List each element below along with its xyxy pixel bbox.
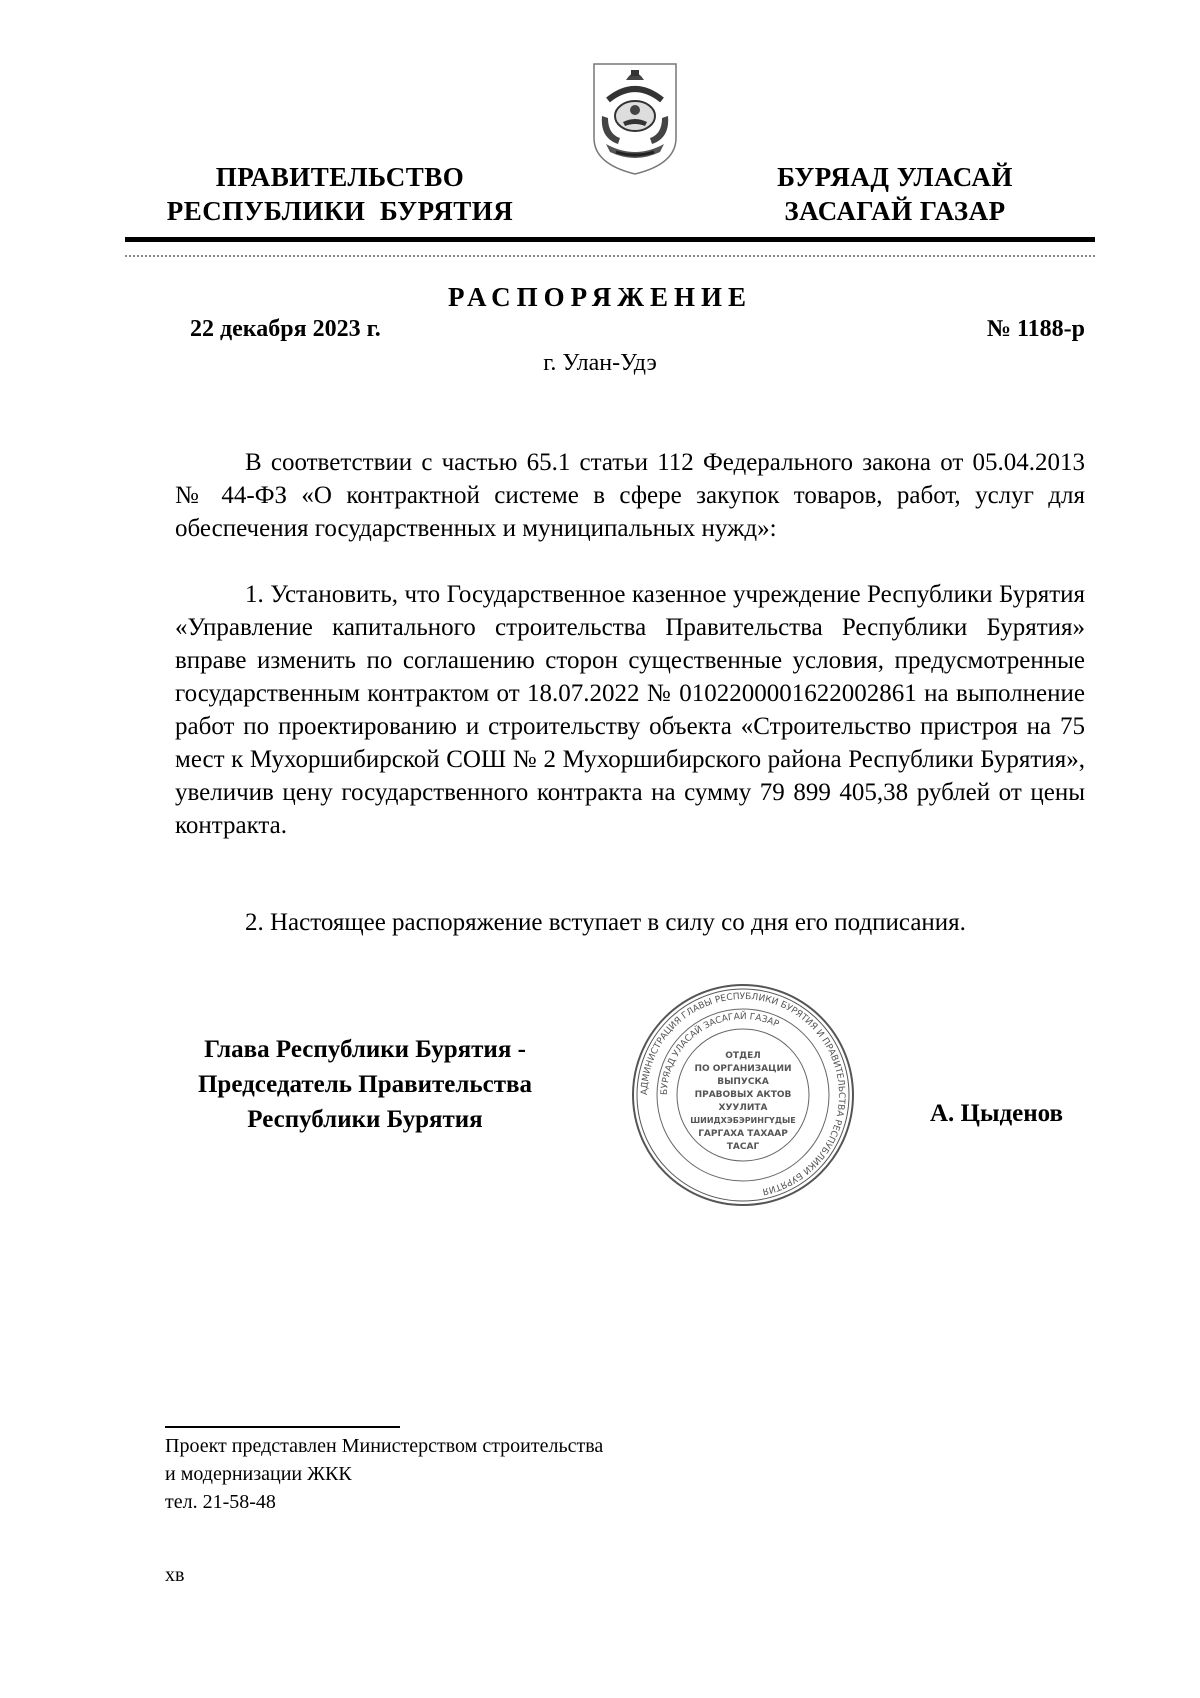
document-number: № 1188-р [986, 316, 1085, 342]
executor-initials: хв [165, 1564, 185, 1586]
stamp-outer-ring-text: АДМИНИСТРАЦИЯ ГЛАВЫ РЕСПУБЛИКИ БУРЯТИЯ И ПРАВИТЕЛЬСТВА РЕСПУБЛИКИ БУРЯТИЯ [639, 991, 847, 1196]
footnote-line3: тел. 21-58-48 [165, 1491, 276, 1513]
stamp-center-line4: ПРАВОВЫХ АКТОВ [694, 1090, 792, 1100]
signatory-position-line3: Республики Бурятия [247, 1106, 483, 1133]
footnote [165, 1432, 603, 1516]
item-1-paragraph: 1. Установить, что Государственное казенное учреждение Республики Бурятия «Управление капитального строительства Правительства Республики Бурятия» вправе изменить по соглашению сторон существенные условия, предусмотренные государственным контрактом от 18.07.2022 № 0102200001622002861 на выполнение работ по проектированию и строительству объекта «Строительство пристроя на 75 мест к Мухоршибирской СОШ № 2 Мухоршибирского района Республики Бурятия», увеличив цену государственного контракта на сумму 79 899 405,38 рублей от цены контракта. [175, 581, 1085, 839]
coat-of-arms-icon [590, 60, 680, 178]
footnote-line2: и модернизации ЖКК [165, 1463, 352, 1485]
stamp-center-line8: ТАСАГ [726, 1142, 760, 1152]
stamp-center-line1: ОТДЕЛ [725, 1051, 761, 1061]
stamp-inner-ring-text: БУРЯАД УЛАСАЙ ЗАСАГАЙ ГАЗАР [659, 1011, 781, 1096]
stamp-center-line7: ГАРГАХА ТАХААР [698, 1129, 788, 1139]
header-left-title [150, 160, 530, 228]
signatory-position-line1: Глава Республики Бурятия - [204, 1036, 526, 1063]
footnote-line1: Проект представлен Министерством строительства [165, 1435, 604, 1457]
document-title: РАСПОРЯЖЕНИЕ [447, 282, 753, 312]
stamp-center-line2: ПО ОРГАНИЗАЦИИ [694, 1064, 792, 1074]
header-thick-rule [125, 237, 1095, 242]
header-right-line2: ЗАСАГАЙ ГАЗАР [784, 196, 1006, 226]
stamp-center-line3: ВЫПУСКА [717, 1077, 769, 1087]
stamp-center-line5: ХУУЛИТА [718, 1103, 768, 1113]
signatory-name: А. Цыденов [930, 1100, 1064, 1127]
item-2-paragraph: 2. Настоящее распоряжение вступает в силу со дня его подписания. [245, 909, 966, 936]
footnote-rule [165, 1426, 400, 1428]
official-stamp [628, 980, 858, 1210]
preamble-paragraph: В соответствии с частью 65.1 статьи 112 Федерального закона от 05.04.2013 № 44-ФЗ «О контрактной системе в сфере закупок товаров, работ, услуг для обеспечения государственных и муниципальных нужд»: [175, 449, 1085, 542]
signatory-position-line2: Председатель Правительства [197, 1071, 533, 1098]
header-thin-rule [125, 255, 1095, 257]
header-right-title [740, 160, 1050, 228]
stamp-center-line6: ШИИДХЭБЭРИНГҮДЫЕ [690, 1116, 796, 1125]
header-left-line2: РЕСПУБЛИКИ БУРЯТИЯ [166, 196, 514, 226]
signatory-position [160, 1032, 570, 1137]
header-left-line1: ПРАВИТЕЛЬСТВО [215, 162, 465, 192]
header-right-line1: БУРЯАД УЛАСАЙ [777, 162, 1013, 192]
document-city: г. Улан-Удэ [543, 350, 657, 376]
document-date: 22 декабря 2023 г. [190, 316, 381, 342]
